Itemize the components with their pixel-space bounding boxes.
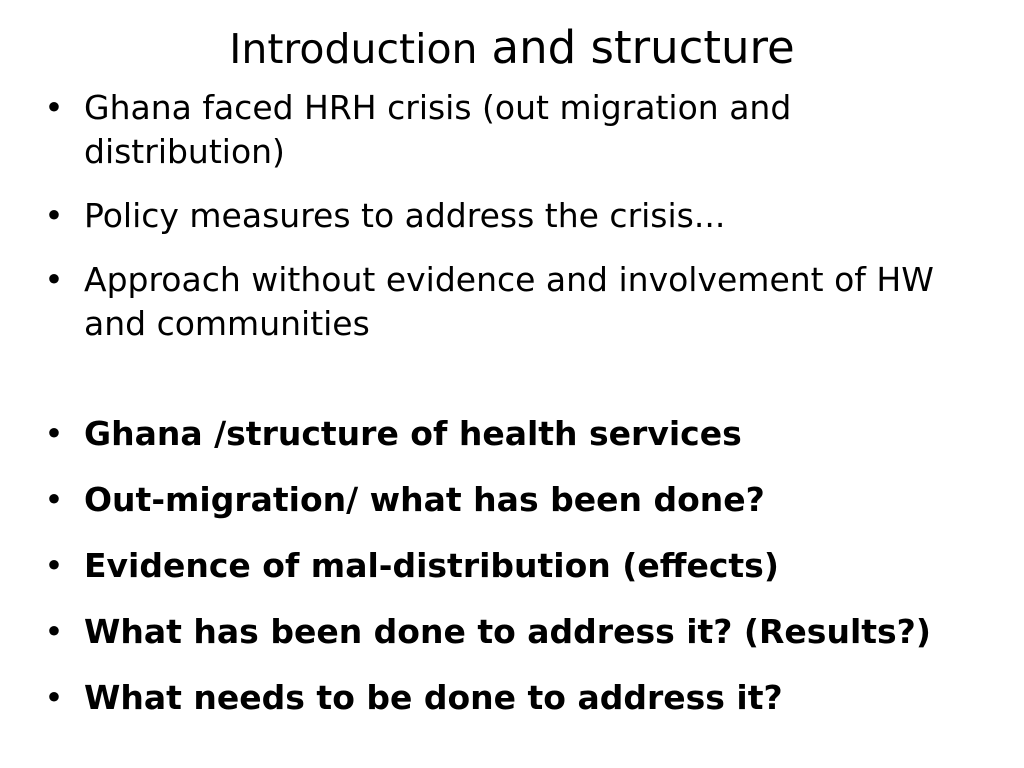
title-part-and-structure: and structure — [491, 21, 795, 74]
bullet-dot-icon: • — [44, 480, 64, 519]
bullet-text: What has been done to address it? (Results?) — [84, 612, 931, 651]
bullet-list — [40, 86, 990, 720]
bullet-item — [40, 478, 990, 522]
bullet-dot-icon: • — [44, 414, 64, 453]
bullet-dot-icon: • — [44, 196, 64, 235]
bullet-item — [40, 544, 990, 588]
bullet-dot-icon: • — [44, 260, 64, 299]
bullet-item — [40, 194, 990, 238]
title-part-introduction: Introduction — [229, 25, 478, 73]
bullet-text: Ghana faced HRH crisis (out migration and distribution) — [84, 88, 792, 171]
bullet-text: Out-migration/ what has been done? — [84, 480, 765, 519]
bullet-dot-icon: • — [44, 612, 64, 651]
bullet-dot-icon: • — [44, 678, 64, 717]
bullet-item — [40, 412, 990, 456]
bullet-item — [40, 86, 990, 174]
bullet-text: Approach without evidence and involvement of HW and communities — [84, 260, 934, 343]
bullet-item — [40, 610, 990, 654]
bullet-text: Ghana /structure of health services — [84, 414, 742, 453]
bullet-item — [40, 258, 990, 346]
bullet-text: Evidence of mal-distribution (effects) — [84, 546, 779, 585]
bullet-text: What needs to be done to address it? — [84, 678, 783, 717]
bullet-item — [40, 676, 990, 720]
bullet-dot-icon: • — [44, 88, 64, 127]
bullet-dot-icon: • — [44, 546, 64, 585]
bullet-text: Policy measures to address the crisis... — [84, 196, 726, 235]
slide-title — [0, 18, 1024, 79]
